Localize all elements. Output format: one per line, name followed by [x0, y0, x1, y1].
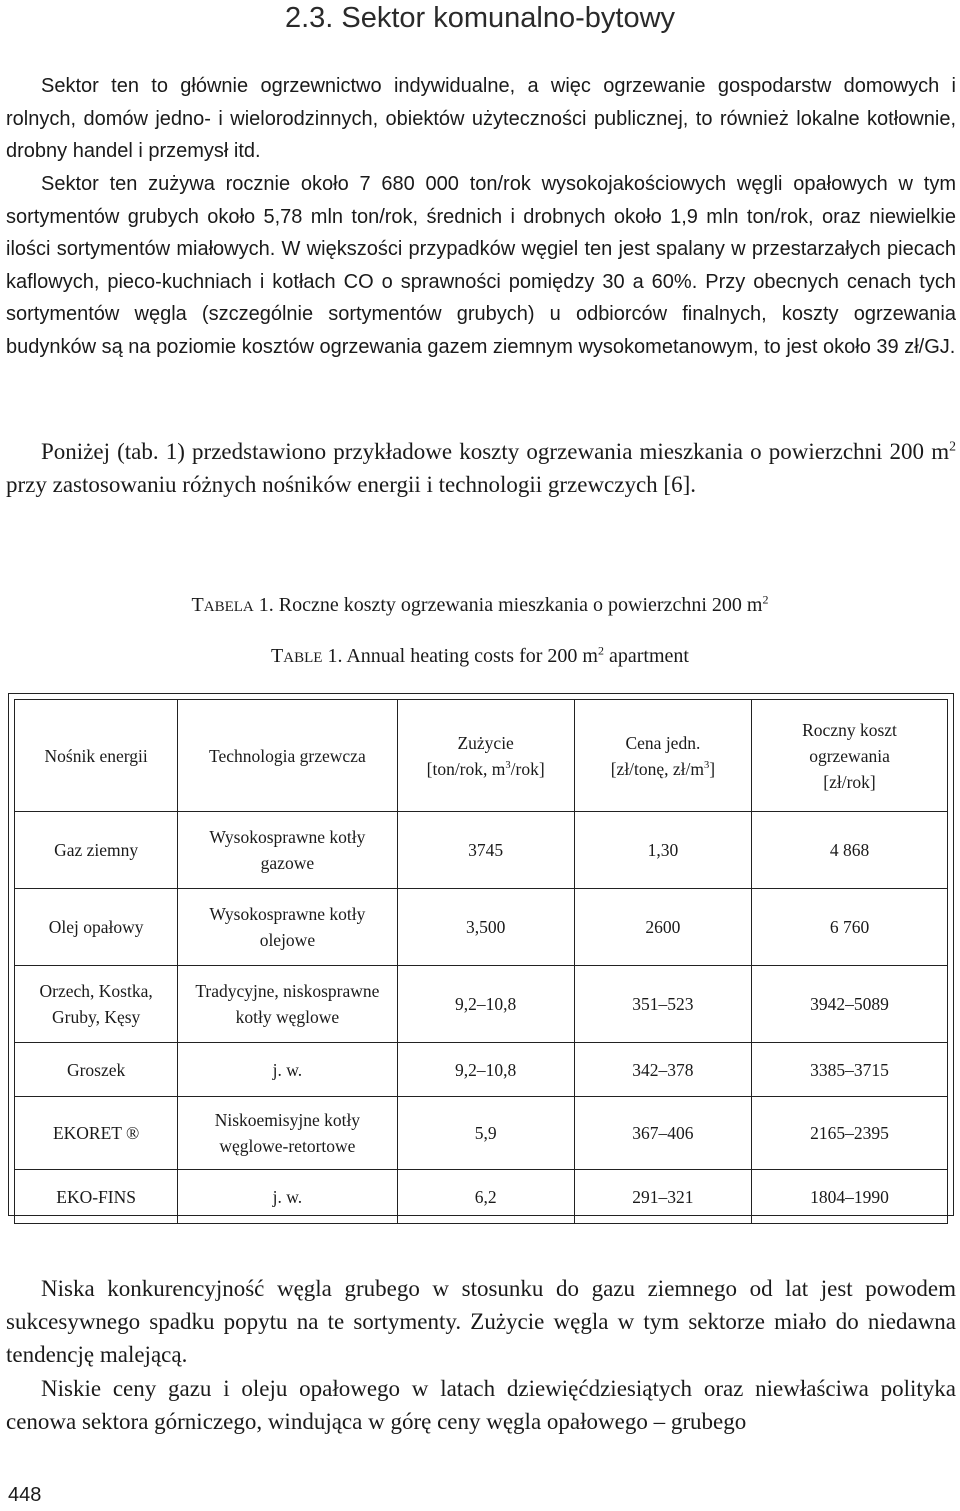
- cell-price: 367–406: [574, 1097, 751, 1170]
- cell-cost: 1804–1990: [752, 1170, 948, 1224]
- cell-technology-line-2: gazowe: [260, 853, 315, 873]
- cell-carrier: [15, 966, 178, 1043]
- table-header-row: [15, 700, 948, 812]
- section-heading: [0, 2, 960, 35]
- table-row: [15, 812, 948, 889]
- table-caption-en: [0, 645, 960, 668]
- cell-price: 351–523: [574, 966, 751, 1043]
- cell-price: 291–321: [574, 1170, 751, 1224]
- cell-technology-text: j. w.: [272, 1186, 303, 1207]
- cell-technology-text: j. w.: [272, 1059, 303, 1080]
- cell-usage: 5,9: [397, 1097, 574, 1170]
- cell-technology: [178, 1170, 397, 1224]
- cell-usage: 3745: [397, 812, 574, 889]
- cell-price: 2600: [574, 889, 751, 966]
- cell-cost: 6 760: [752, 889, 948, 966]
- cell-cost: 3942–5089: [752, 966, 948, 1043]
- table-row: [15, 1097, 948, 1170]
- paragraph-3-pre: Poniżej (tab. 1) przedstawiono przykładowe koszty ogrzewania mieszkania o powierzchni 200 m: [41, 439, 950, 464]
- table-row: [15, 889, 948, 966]
- caption-pl-label: ABELA: [203, 599, 254, 615]
- cell-carrier-text: Olej opałowy: [48, 917, 144, 937]
- cell-usage: 9,2–10,8: [397, 1043, 574, 1097]
- caption-pl-text: Roczne koszty ogrzewania mieszkania o powierzchni 200 m: [278, 594, 763, 616]
- paragraph-2: Sektor ten zużywa rocznie około 7 680 000 ton/rok wysokojakościowych węgli opałowych w tym sortymentów grubych około 5,78 mln ton/rok, średnich i drobnych około 1,9 mln ton/rok, oraz niewielkie ilości sortymentów miałowych. W większości przypadków węgiel ten jest spalany w przestarzałych piecach kaflowych, pieco-kuchniach i kotłach CO o sprawności pomiędzy 30 a 60%. Przy obecnych cenach tych sortymentów węgla (szczególnie sortymentów grubych) u odbiorców finalnych, koszty ogrzewania budynków są na poziomie kosztów ogrzewania gazem ziemnym wysokometanowym, to jest około 39 zł/GJ.: [6, 173, 956, 358]
- paragraph-3-sup: 2: [949, 438, 956, 454]
- section-title: Sektor komunalno-bytowy: [341, 2, 676, 34]
- header-usage-unit-post: /rok]: [510, 758, 545, 779]
- cell-technology-line-2: olejowe: [259, 930, 316, 950]
- header-usage-label: Zużycie: [457, 732, 514, 753]
- cell-technology: [178, 1043, 397, 1097]
- header-carrier-label: Nośnik energii: [44, 745, 148, 766]
- table-row: [15, 1043, 948, 1097]
- caption-pl-initial: T: [191, 594, 204, 616]
- cell-cost: 2165–2395: [752, 1097, 948, 1170]
- paragraph-3: [6, 436, 956, 501]
- cell-carrier: [15, 1043, 178, 1097]
- header-price: [574, 700, 751, 812]
- caption-en-number: 1.: [327, 645, 343, 667]
- cell-carrier-text: Gaz ziemny: [54, 840, 139, 860]
- cell-technology: [178, 1097, 397, 1170]
- caption-pl-sup: 2: [762, 592, 769, 607]
- cell-cost: 3385–3715: [752, 1043, 948, 1097]
- cell-carrier-line-2: Gruby, Kęsy: [51, 1007, 141, 1027]
- cell-technology-line-1: Wysokosprawne kotły: [209, 827, 366, 847]
- cell-carrier-line-1: Orzech, Kostka,: [39, 981, 153, 1001]
- header-usage-unit-sup: 3: [505, 759, 511, 771]
- cell-carrier: [15, 1097, 178, 1170]
- cell-technology-line-2: węglowe-retortowe: [219, 1136, 356, 1156]
- cell-usage: 6,2: [397, 1170, 574, 1224]
- cell-technology-line-2: kotły węglowe: [235, 1007, 340, 1027]
- cell-carrier: [15, 812, 178, 889]
- cell-cost: 4 868: [752, 812, 948, 889]
- header-technology-label: Technologia grzewcza: [209, 745, 366, 766]
- heating-costs-table-frame: [8, 693, 954, 1216]
- header-usage-unit-pre: [ton/rok, m: [426, 758, 506, 779]
- header-cost-unit: [zł/rok]: [823, 771, 876, 792]
- header-cost-label-1: Roczny koszt: [802, 719, 897, 740]
- cell-technology: [178, 966, 397, 1043]
- header-cost-label-2: ogrzewania: [809, 745, 890, 766]
- header-price-unit-post: ]: [709, 758, 716, 779]
- caption-pl-number: 1.: [258, 594, 274, 616]
- section-number: 2.3.: [284, 2, 334, 34]
- cell-price: 342–378: [574, 1043, 751, 1097]
- paragraph-5: Niskie ceny gazu i oleju opałowego w latach dziewięćdziesiątych oraz niewłaściwa polityka cenowa sektora górniczego, windująca w górę ceny węgla opałowego – grubego: [6, 1376, 956, 1434]
- paragraph-3-post: przy zastosowaniu różnych nośników energii i technologii grzewczych [6].: [6, 471, 696, 497]
- cell-carrier-text: Groszek: [66, 1059, 126, 1080]
- caption-en-post: apartment: [608, 645, 689, 667]
- caption-en-initial: T: [271, 645, 284, 667]
- heating-costs-table: [14, 699, 948, 1224]
- cell-technology-line-1: Niskoemisyjne kotły: [214, 1110, 361, 1130]
- paragraph-4: Niska konkurencyjność węgla grubego w stosunku do gazu ziemnego od lat jest powodem sukcesywnego spadku popytu na te sortymenty. Zużycie węgla w tym sektorze miało do niedawna tendencję malejącą.: [6, 1276, 956, 1367]
- caption-en-text: Annual heating costs for 200 m: [346, 645, 598, 667]
- cell-carrier: [15, 1170, 178, 1224]
- cell-technology-line-1: Tradycyjne, niskosprawne: [195, 981, 380, 1001]
- header-price-label: Cena jedn.: [625, 732, 701, 753]
- page-number: 448: [8, 1484, 42, 1506]
- cell-carrier: [15, 889, 178, 966]
- cell-technology: [178, 889, 397, 966]
- cell-technology: [178, 812, 397, 889]
- header-price-unit-sup: 3: [704, 759, 710, 771]
- table-row: [15, 966, 948, 1043]
- header-price-unit-pre: [zł/tonę, zł/m: [610, 758, 705, 779]
- cell-carrier-text: EKO-FINS: [56, 1186, 136, 1207]
- table-row: [15, 1170, 948, 1224]
- cell-usage: 9,2–10,8: [397, 966, 574, 1043]
- header-cost: [752, 700, 948, 812]
- cell-carrier-text: EKORET ®: [52, 1123, 140, 1143]
- header-carrier: [15, 700, 178, 812]
- cell-usage: 3,500: [397, 889, 574, 966]
- paragraph-1: Sektor ten to głównie ogrzewnictwo indywidualne, a więc ogrzewanie gospodarstw domowych i rolnych, domów jedno- i wielorodzinnych, obiektów użyteczności publicznej, to również lokalne kotłownie, drobny handel i przemysł itd.: [6, 75, 956, 163]
- cell-technology-line-1: Wysokosprawne kotły: [209, 904, 366, 924]
- table-caption-pl: [0, 594, 960, 617]
- header-technology: [178, 700, 397, 812]
- caption-en-label: ABLE: [283, 650, 323, 666]
- cell-price: 1,30: [574, 812, 751, 889]
- caption-en-sup: 2: [597, 643, 604, 658]
- header-usage: [397, 700, 574, 812]
